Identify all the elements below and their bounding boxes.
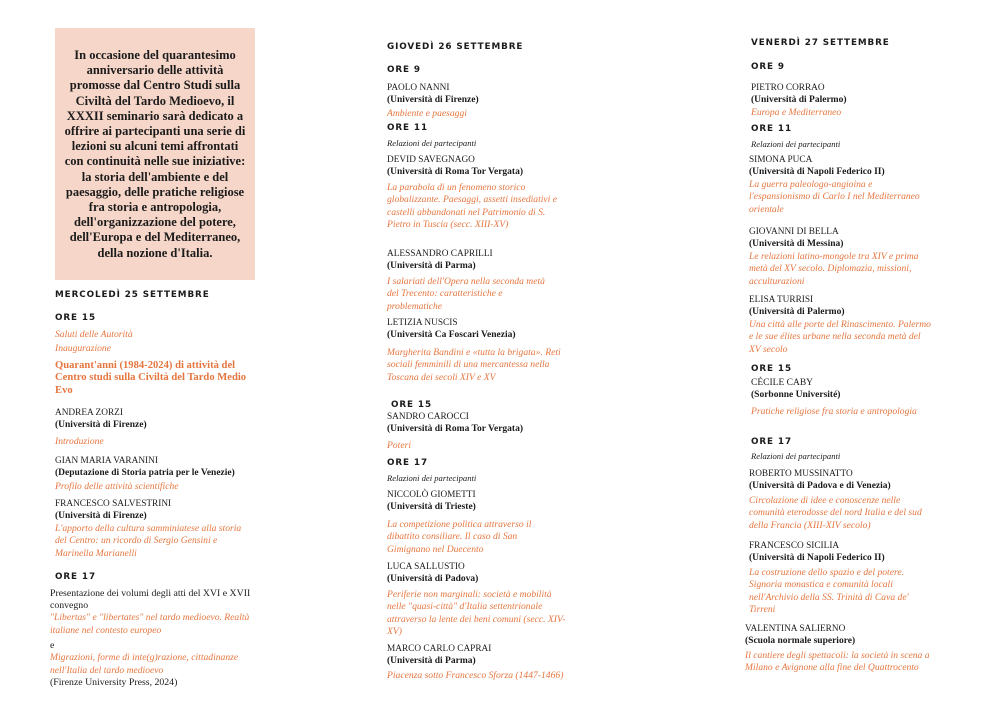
speaker-giometti [387, 490, 562, 556]
speaker-puca [749, 155, 929, 216]
speaker-affiliation: (Università di Firenze) [55, 419, 147, 430]
time-heading-ore-11: ORE 11 [751, 124, 792, 134]
speaker-nanni [387, 83, 577, 120]
day-heading-friday: VENERDÌ 27 SETTEMBRE [751, 38, 890, 48]
conjunction-text: e [50, 640, 55, 652]
day-heading-wednesday: MERCOLEDÌ 25 SETTEMBRE [55, 290, 210, 300]
book-title-migrazioni: Migrazioni, forme di inte(g)razione, cittadinanze nell'Italia del tardo medioevo [50, 652, 239, 676]
speaker-affiliation: (Sorbonne Université) [751, 389, 841, 400]
time-heading-ore-11: ORE 11 [387, 123, 428, 133]
speaker-sallustio [387, 562, 572, 639]
book-title-libertas: "Libertas" e "libertates" nel tardo medioevo. Realtà italiane nel contesto europeo [50, 612, 250, 636]
talk-title: La competizione politica attraverso il dibattito consiliare. Il caso di San Gimignano nel Duecento [387, 519, 532, 555]
speaker-varanini [55, 456, 265, 493]
speaker-caprai [387, 644, 572, 682]
talk-title: Profilo delle attività scientifiche [55, 481, 179, 492]
time-heading-ore-17: ORE 17 [55, 572, 96, 582]
talk-title: L'apporto della cultura samminiatese alla storia del Centro: un ricordo di Sergio Gensini e Marinella Marianelli [55, 523, 242, 559]
speaker-name: NICCOLÒ GIOMETTI [387, 490, 476, 500]
speaker-affiliation: (Università di Padova) [387, 573, 479, 584]
speaker-affiliation: (Università Ca Foscari Venezia) [387, 329, 516, 340]
talk-title: Circolazione di idee e conoscenze nelle comunità eterodosse del nord Italia e del sud della Francia (XIII-XIV secolo) [749, 495, 922, 531]
speaker-caprilli [387, 249, 557, 313]
speaker-affiliation: (Università di Palermo) [751, 94, 847, 105]
speaker-name: SANDRO CAROCCI [387, 412, 469, 422]
time-heading-ore-17: ORE 17 [387, 458, 428, 468]
talk-title: Il cantiere degli spettacoli: la società in scena a Milano e Avignone alla fine del Quattrocento [745, 650, 930, 674]
participants-note: Relazioni dei partecipanti [387, 473, 477, 483]
speaker-nuscis [387, 318, 572, 384]
participants-note: Relazioni dei partecipanti [387, 138, 477, 148]
speaker-savegnago [387, 155, 567, 232]
speaker-affiliation: (Università di Palermo) [749, 306, 845, 317]
speaker-corrao [751, 83, 941, 119]
opening-block [55, 329, 265, 397]
speaker-affiliation: (Scuola normale superiore) [745, 635, 856, 646]
time-heading-ore-15: ORE 15 [55, 313, 96, 323]
quarantanni-title: Quarant'anni (1984-2024) di attività del Centro studi sulla Civiltà del Tardo Medio Evo [55, 359, 247, 396]
talk-title: Margherita Bandini e «tutta la brigata». Reti sociali femminili di una mercantessa nella Toscana dei secoli XIV e XV [387, 347, 561, 383]
speaker-sicilia [749, 541, 934, 617]
speaker-affiliation: (Università di Firenze) [387, 94, 479, 105]
time-heading-ore-17: ORE 17 [751, 437, 792, 447]
time-heading-ore-15: ORE 15 [391, 400, 432, 410]
speaker-affiliation: (Università di Roma Tor Vergata) [387, 166, 523, 177]
speaker-salvestrini [55, 499, 255, 560]
day-heading-thursday: GIOVEDÌ 26 SETTEMBRE [387, 42, 524, 52]
speaker-name: FRANCESCO SICILIA [749, 541, 840, 551]
presentation-text: Presentazione dei volumi degli atti del XVI e XVII convegno [50, 588, 251, 612]
talk-title: Ambiente e paesaggi [387, 108, 467, 119]
intro-text: In occasione del quarantesimo anniversario delle attività promosse dal Centro Studi sulla Civiltà del Tardo Medioevo, il XXXII seminario sarà dedicato a offrire ai partecipanti una serie di lezioni su alcuni temi affrontati con continuità nelle sue iniziative: la storia dell'ambiente e del paesaggio, delle pratiche religiose fra storia e antropologia, dell'organizzazione del potere, dell'Europa e del Mediterraneo, della nozione d'Italia. [64, 48, 246, 260]
inaugurazione-text: Inaugurazione [55, 343, 111, 355]
speaker-affiliation: (Università di Roma Tor Vergata) [387, 423, 523, 434]
speaker-name: PAOLO NANNI [387, 83, 450, 93]
talk-title: Le relazioni latino-mongole tra XIV e prima metà del XV secolo. Diplomazia, missioni, acculturazioni [749, 251, 919, 287]
participants-note: Relazioni dei partecipanti [751, 451, 841, 461]
talk-title: Pratiche religiose fra storia e antropologia [751, 406, 917, 417]
talk-title: La parabola di un fenomeno storico globalizzante. Paesaggi, assetti insediativi e castelli abbandonati nel Patrimonio di S. Pietro in Tuscia (secc. XIII-XV) [387, 182, 558, 231]
speaker-affiliation: (Università di Napoli Federico II) [749, 552, 885, 563]
publisher-text: (Firenze University Press, 2024) [50, 677, 178, 689]
speaker-affiliation: (Università di Parma) [387, 260, 476, 271]
speaker-affiliation: (Università di Trieste) [387, 501, 476, 512]
speaker-name: FRANCESCO SALVESTRINI [55, 499, 172, 509]
speaker-name: DEVID SAVEGNAGO [387, 155, 475, 165]
speaker-turrisi [749, 295, 934, 356]
talk-title: Europa e Mediterraneo [751, 107, 842, 118]
speaker-name: CÉCILE CABY [751, 378, 814, 388]
talk-title: Poteri [387, 440, 411, 451]
speaker-name: ELISA TURRISI [749, 295, 814, 305]
talk-title: Periferie non marginali: società e mobilità nelle "quasi-città" d'Italia settentrionale attraverso la lente dei beni comuni (secc. XIV- XV) [387, 589, 566, 638]
talk-title: La costruzione dello spazio e del potere. Signoria monastica e comunità locali nell'Archivio della SS. Trinità di Cava de' Tirreni [749, 567, 909, 616]
speaker-zorzi [55, 408, 260, 448]
talk-title: Una città alle porte del Rinascimento. Palermo e le sue élites urbane nella seconda metà del XV secolo [749, 319, 931, 355]
speaker-name: GIAN MARIA VARANINI [55, 456, 158, 466]
speaker-affiliation: (Università di Padova e di Venezia) [749, 480, 891, 491]
speaker-mussinatto [749, 469, 934, 532]
intro-box [55, 28, 255, 280]
saluti-text: Saluti delle Autorità [55, 329, 133, 340]
speaker-name: MARCO CARLO CAPRAI [387, 644, 492, 654]
speaker-affiliation: (Università di Napoli Federico II) [749, 166, 885, 177]
speaker-name: SIMONA PUCA [749, 155, 813, 165]
speaker-name: VALENTINA SALIERNO [745, 624, 846, 634]
talk-title: Introduzione [55, 436, 104, 447]
speaker-name: GIOVANNI DI BELLA [749, 227, 839, 237]
speaker-dibella [749, 227, 934, 288]
time-heading-ore-9: ORE 9 [751, 62, 785, 72]
speaker-name: LETIZIA NUSCIS [387, 318, 458, 328]
speaker-name: ALESSANDRO CAPRILLI [387, 249, 493, 259]
speaker-caby [751, 378, 926, 418]
speaker-name: ANDREA ZORZI [55, 408, 123, 418]
speaker-name: LUCA SALLUSTIO [387, 562, 465, 572]
speaker-affiliation: (Università di Firenze) [55, 510, 147, 521]
speaker-carocci [387, 412, 577, 452]
participants-note: Relazioni dei partecipanti [751, 139, 841, 149]
speaker-affiliation: (Deputazione di Storia patria per le Venezie) [55, 467, 235, 478]
speaker-name: ROBERTO MUSSINATTO [749, 469, 853, 479]
time-heading-ore-9: ORE 9 [387, 65, 421, 75]
talk-title: I salariati dell'Opera nella seconda metà del Trecento: caratteristiche e problematiche [387, 276, 545, 312]
speaker-affiliation: (Università di Parma) [387, 655, 476, 666]
talk-title: La guerra paleologo-angioina e l'espansionismo di Carlo I nel Mediterraneo orientale [749, 179, 920, 215]
speaker-affiliation: (Università di Messina) [749, 238, 844, 249]
talk-title: Piacenza sotto Francesco Sforza (1447-1466) [387, 670, 564, 681]
speaker-name: PIETRO CORRAO [751, 83, 825, 93]
speaker-salierno [745, 624, 935, 675]
time-heading-ore-15: ORE 15 [751, 364, 792, 374]
book-presentation [50, 588, 275, 689]
